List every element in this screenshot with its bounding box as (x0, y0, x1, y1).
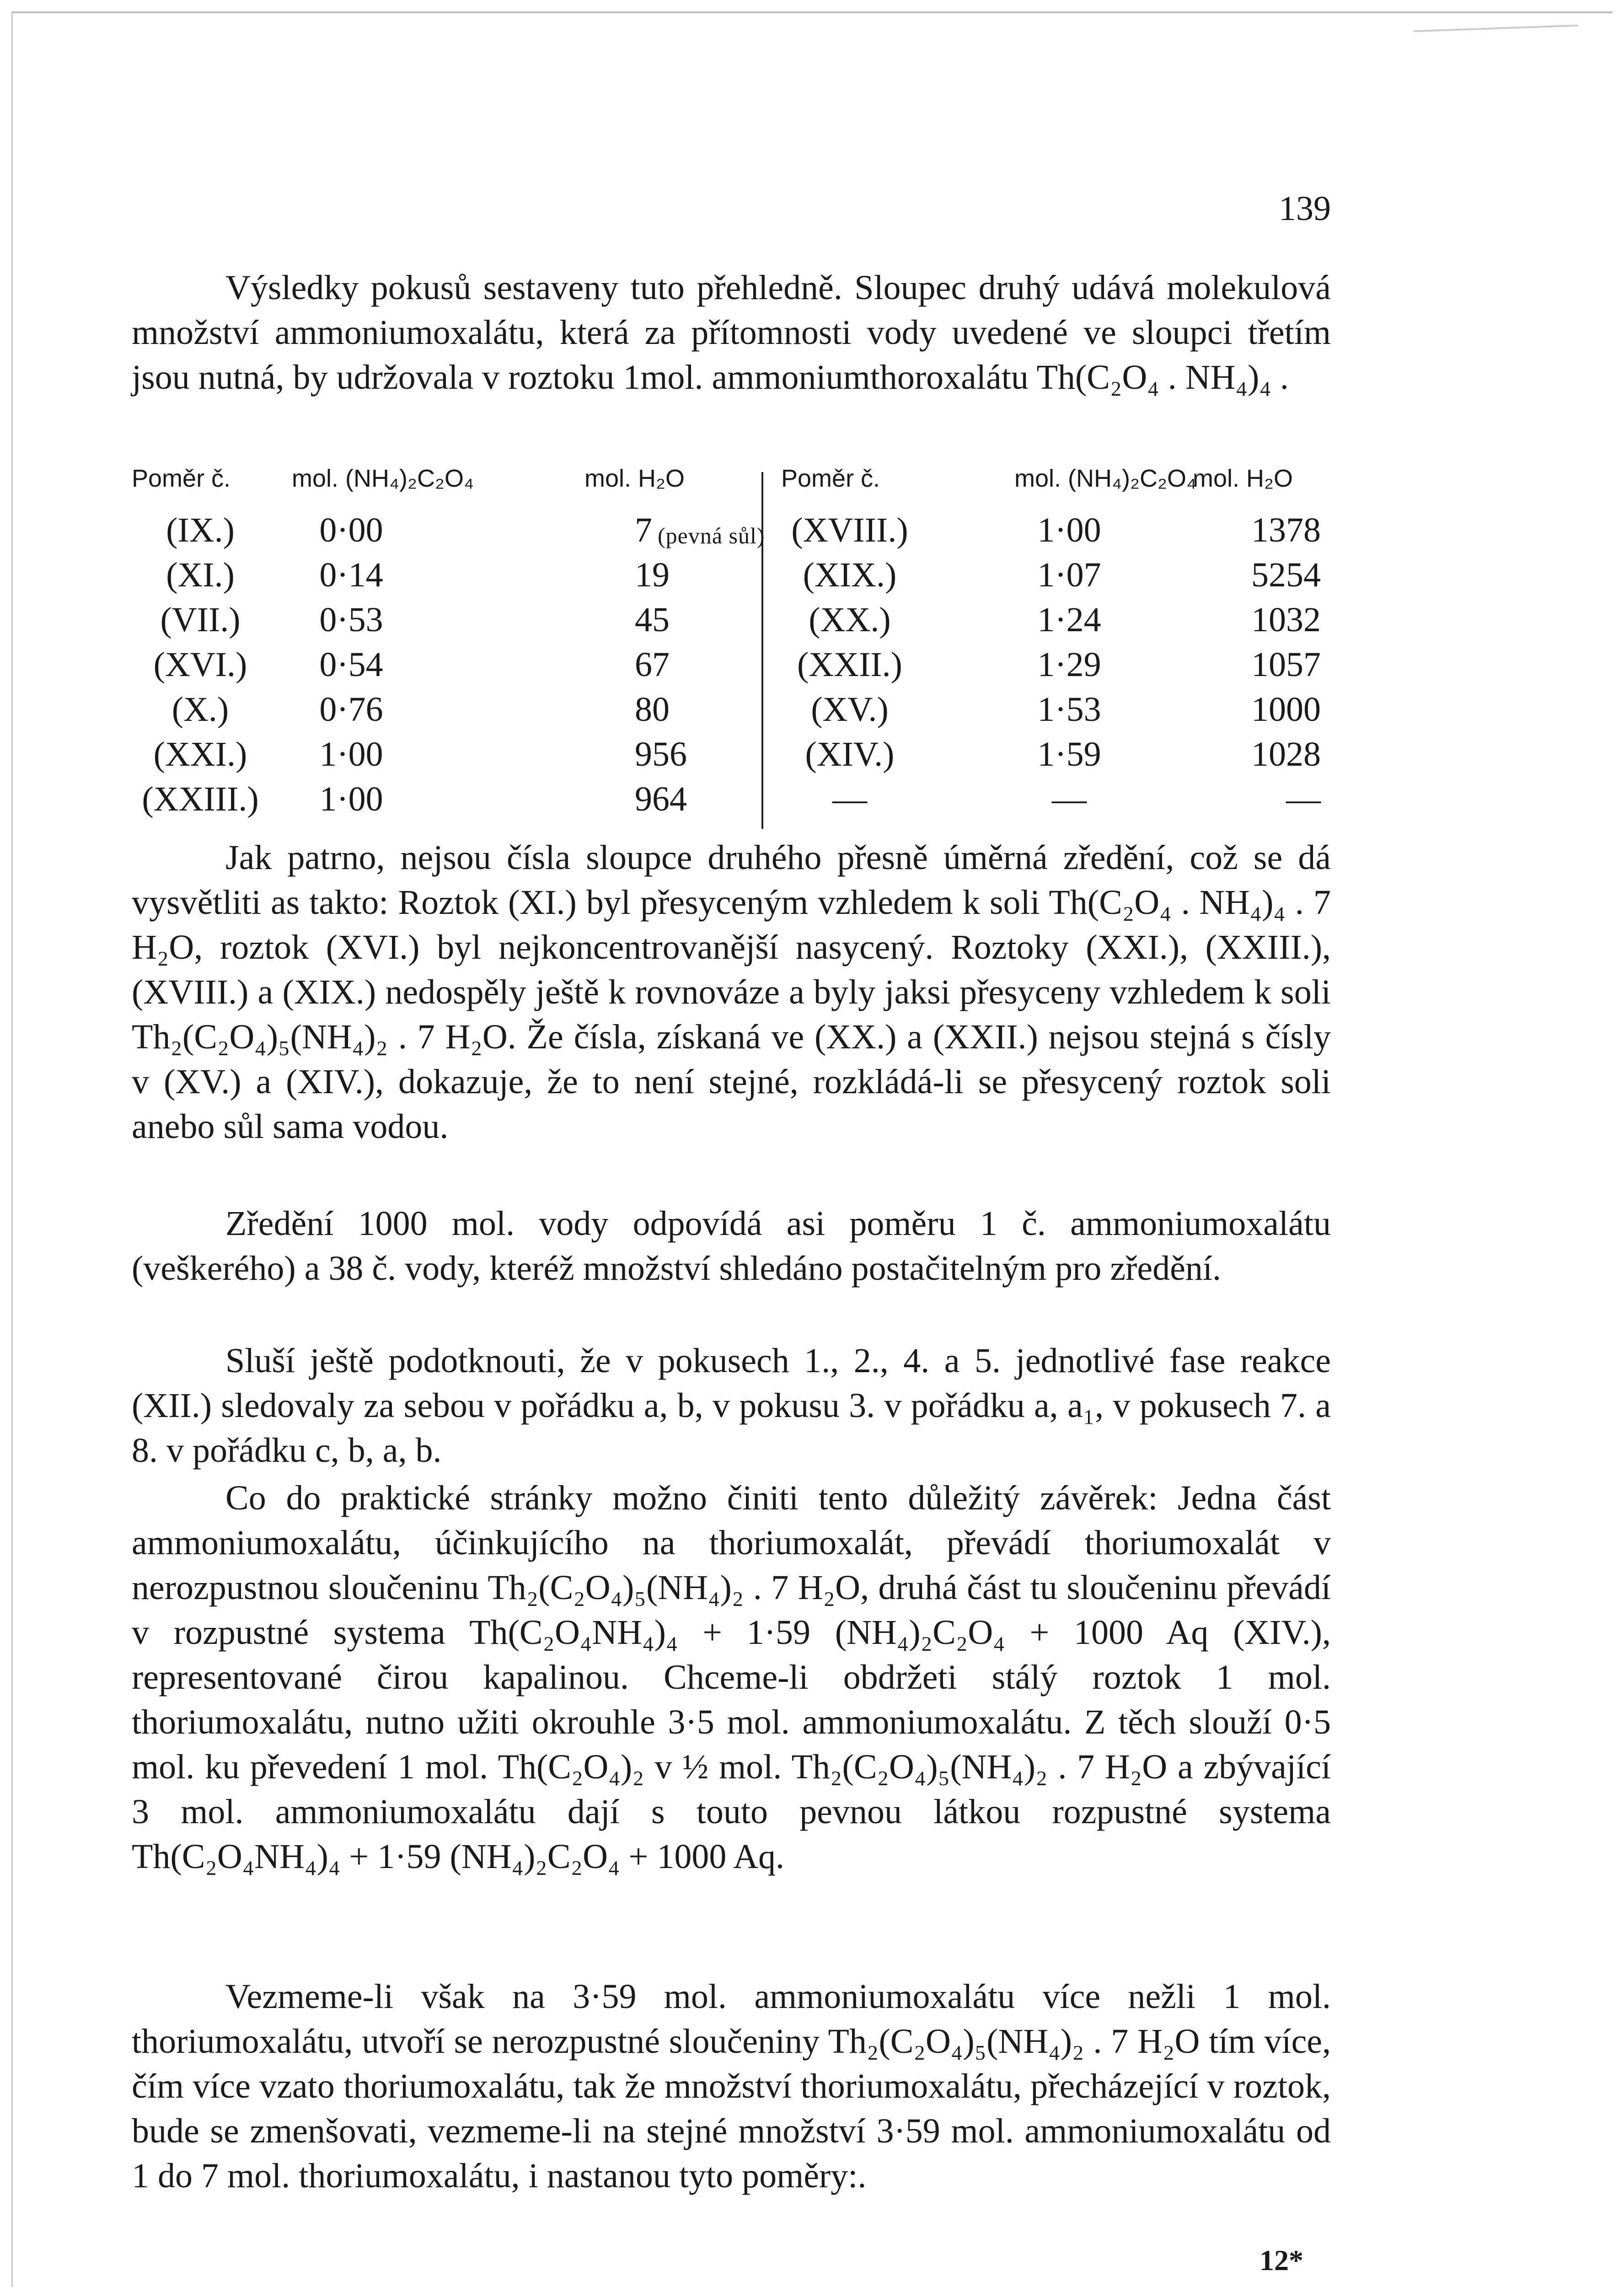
table-left-half (132, 462, 765, 828)
page (132, 0, 1331, 2287)
table-cell-water: 964 (635, 780, 687, 818)
results-table (132, 462, 1331, 828)
table-cell-ammonium: 1·00 (319, 780, 383, 818)
table-cell-ratio: (X.) (172, 690, 229, 729)
table-cell-ammonium: 1·53 (1037, 690, 1101, 729)
table-cell-ratio: (VII.) (160, 601, 241, 639)
table-cell-ammonium: 1·24 (1037, 601, 1101, 639)
signature-mark: 12* (1260, 2244, 1303, 2276)
table-cell-ammonium: 1·00 (319, 735, 383, 773)
table-cell-ammonium: 1·07 (1037, 556, 1101, 594)
table-cell-water: 67 (635, 645, 670, 684)
table-cell-ratio: — (832, 780, 867, 818)
table-right-half (781, 462, 1331, 828)
table-cell-water: 1378 (1251, 511, 1321, 549)
table-cell-water: 80 (635, 690, 670, 729)
table-cell-ratio: (XVIII.) (791, 511, 908, 549)
paragraph-excess: Vezmeme-li však na 3·59 mol. ammoniumoxalátu více nežli 1 mol. thoriumoxalátu, utvoří se nerozpustné sloučeniny Th₂(C₂O₄)₅(NH₄)₂ . 7 H₂O tím více, čím více vzato thoriumoxalátu, tak že množství thoriumoxalátu, přecházející v roztok, bude se zmenšovati, vezmeme-li na stejné množství 3·59 mol. ammoniumoxalátu od 1 do 7 mol. thoriumoxalátu, i nastanou tyto poměry:. (132, 1977, 1331, 2195)
table-cell-ratio: (XI.) (166, 556, 235, 594)
table-cell-water: — (1286, 780, 1321, 818)
table-cell-ratio: (XVI.) (153, 645, 247, 684)
paragraph-phases: Sluší ještě podotknouti, že v pokusech 1., 2., 4. a 5. jednotlivé fase reakce (XII.) sledovaly za sebou v pořádku a, b, v pokusu 3. v pořádku a, a₁, v pokusech 7. a 8. v pořádku c, b, a, b. (132, 1342, 1331, 1470)
table-cell-ammonium: 0·14 (319, 556, 383, 594)
page-number: 139 (1279, 189, 1331, 228)
table-cell-water: 45 (635, 601, 670, 639)
paragraph-conclusion: Co do praktické stránky možno činiti tento důležitý závěrek: Jedna část ammoniumoxalátu, účinkujícího na thoriumoxalát, převádí thoriumoxalát v nerozpustnou sloučeninu Th₂(C₂O₄)₅(NH₄)₂ . 7 H₂O, druhá část tu sloučeninu převádí v rozpustné systema Th(C₂O₄NH₄)₄ + 1·59 (NH₄)₂C₂O₄ + 1000 Aq (XIV.), representované čirou kapalinou. Chceme-li obdržeti stálý roztok 1 mol. thoriumoxalátu, nutno užiti okrouhle 3·5 mol. ammoniumoxalátu. Z těch slouží 0·5 mol. ku převedení 1 mol. Th(C₂O₄)₂ v ½ mol. Th₂(C₂O₄)₅(NH₄)₂ . 7 H₂O a zbývající 3 mol. ammoniumoxalátu dají s touto pevnou látkou rozpustné systema Th(C₂O₄NH₄)₄ + 1·59 (NH₄)₂C₂O₄ + 1000 Aq. (132, 1479, 1331, 1876)
table-cell-water: 7 (635, 511, 652, 549)
intro-paragraph: Výsledky pokusů sestaveny tuto přehledně. Sloupec druhý udává molekulová množství ammoniumoxalátu, která za přítomnosti vody uvedené ve sloupci třetím jsou nutná, by udržovala v roztoku 1mol. ammoniumthoroxalátu Th(C₂O₄ . NH₄)₄ . (132, 268, 1331, 397)
table-cell-water: 1028 (1251, 735, 1321, 773)
table-cell-ratio: (XIX.) (803, 556, 897, 594)
table-cell-water: 1000 (1251, 690, 1321, 729)
table-cell-ratio: (XIV.) (805, 735, 895, 773)
table-cell-ratio: (XXIII.) (142, 780, 259, 818)
table-cell-ammonium: 0·00 (319, 511, 383, 549)
table-cell-ammonium: 0·54 (319, 645, 383, 684)
table-cell-ratio: (XXI.) (153, 735, 247, 773)
header-water: mol. H₂O (1193, 465, 1293, 492)
table-cell-ammonium: 0·76 (319, 690, 383, 729)
table-cell-ammonium: — (1052, 780, 1087, 818)
table-cell-ammonium: 1·29 (1037, 645, 1101, 684)
table-cell-ratio: (IX.) (166, 511, 235, 549)
table-cell-ammonium: 0·53 (319, 601, 383, 639)
paragraph-explanation: Jak patrno, nejsou čísla sloupce druhého přesně úměrná zředění, což se dá vysvětliti as takto: Roztok (XI.) byl přesyceným vzhledem k soli Th(C₂O₄ . NH₄)₄ . 7 H₂O, roztok (XVI.) byl nejkoncentrovanější nasycený. Roztoky (XXI.), (XXIII.), (XVIII.) a (XIX.) nedospěly ještě k rovnováze a byly jaksi přesyceny vzhledem k soli Th₂(C₂O₄)₅(NH₄)₂ . 7 H₂O. Že čísla, získaná ve (XX.) a (XXII.) nejsou stejná s čísly v (XV.) a (XIV.), dokazuje, že to není stejné, rozkládá-li se přesycený roztok soli anebo sůl sama vodou. (132, 838, 1331, 1146)
table-cell-water: 956 (635, 735, 687, 773)
header-ammonium: mol. (NH₄)₂C₂O₄ (1014, 465, 1196, 492)
table-cell-ammonium: 1·00 (1037, 511, 1101, 549)
table-cell-ratio: (XX.) (809, 601, 891, 639)
paragraph-dilution: Zředění 1000 mol. vody odpovídá asi poměru 1 č. ammoniumoxalátu (veškerého) a 38 č. vody, kteréž množství shledáno postačitelným pro zředění. (132, 1204, 1331, 1288)
table-cell-ratio: (XXII.) (797, 645, 902, 684)
table-cell-note: (pevná sůl) (658, 523, 765, 548)
table-cell-water: 1032 (1251, 601, 1321, 639)
table-cell-water: 5254 (1251, 556, 1321, 594)
header-water: mol. H₂O (584, 465, 685, 492)
table-cell-ammonium: 1·59 (1037, 735, 1101, 773)
table-cell-ratio: (XV.) (811, 690, 889, 729)
table-cell-water: 1057 (1251, 645, 1321, 684)
header-ratio: Poměr č. (132, 465, 231, 492)
header-ratio: Poměr č. (781, 465, 880, 492)
table-cell-water: 19 (635, 556, 670, 594)
header-ammonium: mol. (NH₄)₂C₂O₄ (292, 465, 474, 492)
